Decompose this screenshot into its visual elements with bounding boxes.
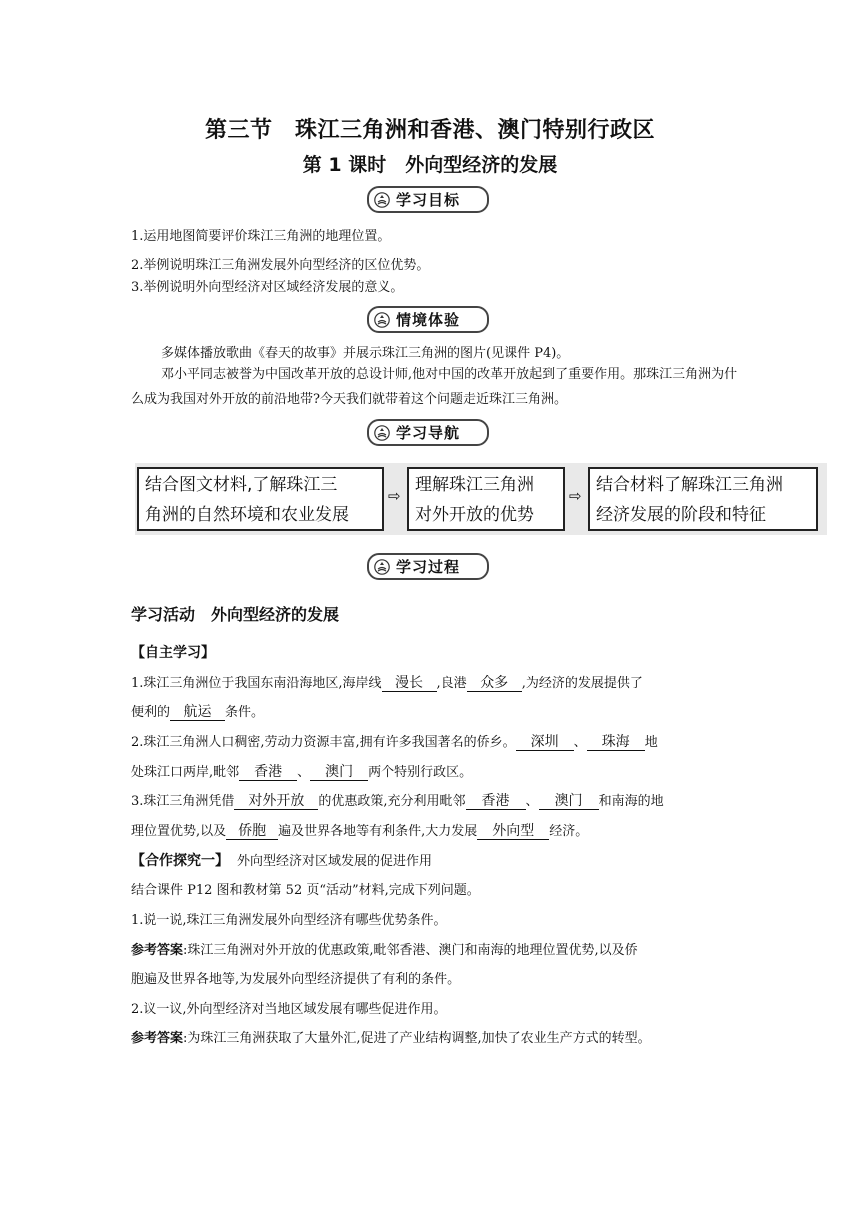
guide-step-1-line-2: 角洲的自然环境和农业发展 [145, 505, 349, 525]
guide-step-3 [588, 467, 818, 531]
answer-blank: 澳门 [539, 793, 599, 810]
coop-question-1: 1.说一说,珠江三角洲发展外向型经济有哪些优势条件。 [131, 913, 447, 928]
scenario-badge [367, 306, 489, 333]
self-study-q2-line-1: 2.珠江三角洲人口稠密,劳动力资源丰富,拥有许多我国著名的侨乡。 深圳 、 珠海 地 [131, 734, 658, 750]
guide-step-2-line-1: 理解珠江三角洲 [415, 475, 534, 495]
self-study-q3-line-2: 理位置优势,以及 侨胞 遍及世界各地等有利条件,大力发展 外向型 经济。 [131, 823, 589, 839]
scenario-paragraph-2: 邓小平同志被誉为中国改革开放的总设计师,他对中国的改革开放起到了重要作用。那珠江三角洲为什么成为我国对外开放的前沿地带?今天我们就带着这个问题走近珠江三角洲。 [131, 367, 738, 407]
answer-blank: 航运 [170, 704, 225, 721]
guide-step-1-line-1: 结合图文材料,了解珠江三 [145, 475, 338, 495]
goal-2: 2.举例说明珠江三角洲发展外向型经济的区位优势。 [131, 258, 430, 273]
goals-badge [367, 186, 489, 213]
answer-blank: 对外开放 [234, 793, 318, 810]
self-study-q3-line-1: 3.珠江三角洲凭借 对外开放 的优惠政策,充分利用毗邻 香港 、 澳门 和南海的地 [131, 793, 664, 809]
book-icon [374, 312, 390, 328]
coop-answer-2: 参考答案:为珠江三角洲获取了大量外汇,促进了产业结构调整,加快了农业生产方式的转型。 [131, 1031, 651, 1046]
coop-answer-1-line-1: 参考答案:珠江三角洲对外开放的优惠政策,毗邻香港、澳门和南海的地理位置优势,以及侨 [131, 943, 638, 958]
goals-badge-label: 学习目标 [396, 191, 461, 209]
scenario-badge-label: 情境体验 [396, 311, 461, 329]
answer-blank: 漫长 [382, 675, 437, 692]
answer-blank: 澳门 [310, 764, 368, 781]
book-icon [374, 559, 390, 575]
goal-1: 1.运用地图简要评价珠江三角洲的地理位置。 [131, 229, 391, 244]
coop-question-2: 2.议一议,外向型经济对当地区域发展有哪些促进作用。 [131, 1002, 447, 1017]
scenario-paragraph-1: 多媒体播放歌曲《春天的故事》并展示珠江三角洲的图片(见课件 P4)。 [161, 346, 570, 361]
page-title: 第三节 珠江三角洲和香港、澳门特别行政区 [204, 118, 655, 143]
answer-label: 参考答案 [131, 1031, 184, 1046]
guide-step-2-line-2: 对外开放的优势 [415, 505, 534, 525]
guide-badge-label: 学习导航 [396, 424, 461, 442]
coop-header-line [131, 850, 432, 870]
answer-blank: 侨胞 [226, 823, 278, 840]
answer-blank: 珠海 [587, 734, 645, 751]
guide-step-1 [137, 467, 384, 531]
self-study-q1-line-2: 便利的 航运 条件。 [131, 704, 265, 720]
answer-blank: 深圳 [516, 734, 574, 751]
answer-label: 参考答案 [131, 943, 184, 958]
coop-intro: 结合课件 P12 图和教材第 52 页“活动”材料,完成下列问题。 [131, 883, 480, 898]
goal-3: 3.举例说明外向型经济对区域经济发展的意义。 [131, 280, 404, 295]
guide-step-3-line-2: 经济发展的阶段和特征 [596, 505, 766, 525]
guide-badge [367, 419, 489, 446]
arrow-right-icon: ⇨ [569, 487, 582, 505]
guide-step-2 [407, 467, 565, 531]
answer-blank: 香港 [239, 764, 297, 781]
coop-topic: 外向型经济对区域发展的促进作用 [237, 854, 433, 869]
answer-blank: 外向型 [477, 823, 549, 840]
activity-title: 学习活动 外向型经济的发展 [131, 605, 340, 624]
coop-answer-1-line-2: 胞遍及世界各地等,为发展外向型经济提供了有利的条件。 [131, 972, 461, 987]
answer-blank: 香港 [466, 793, 526, 810]
process-badge-label: 学习过程 [396, 558, 461, 576]
arrow-right-icon: ⇨ [388, 487, 401, 505]
self-study-header: 【自主学习】 [131, 645, 215, 661]
self-study-q1-line-1: 1.珠江三角洲位于我国东南沿海地区,海岸线 漫长 ,良港 众多 ,为经济的发展提供了 [131, 675, 643, 691]
answer-blank: 众多 [467, 675, 522, 692]
process-badge [367, 553, 489, 580]
book-icon [374, 425, 390, 441]
book-icon [374, 192, 390, 208]
guide-step-3-line-1: 结合材料了解珠江三角洲 [596, 475, 783, 495]
lesson-subtitle: 第 1 课时 外向型经济的发展 [302, 154, 558, 176]
self-study-q2-line-2: 处珠江口两岸,毗邻 香港 、 澳门 两个特别行政区。 [131, 764, 473, 780]
coop-header: 【合作探究一】 [131, 853, 229, 869]
